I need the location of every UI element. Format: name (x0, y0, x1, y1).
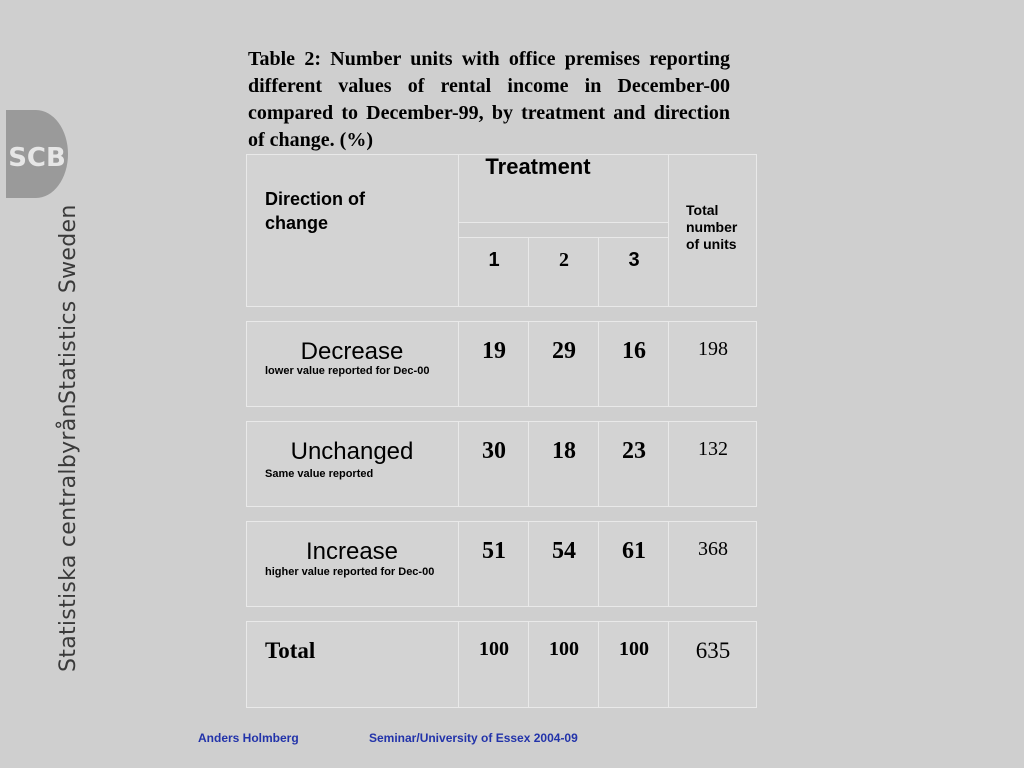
table-cell (458, 621, 529, 708)
cell-value: 54 (552, 538, 576, 564)
cell-value: 29 (552, 338, 576, 364)
footer-event: Seminar/University of Essex 2004-09 (369, 731, 578, 745)
header-t2-label: 2 (559, 249, 569, 271)
table-row-label-cell (246, 521, 459, 607)
table-cell (598, 621, 669, 708)
row-label: Total (265, 638, 316, 663)
row-label: Unchanged (290, 438, 414, 465)
brand-vertical-swedish: Statistiska centralbyrån (56, 403, 81, 672)
table-cell (668, 421, 757, 507)
table-cell (458, 521, 529, 607)
cell-value: 61 (622, 538, 646, 564)
cell-total: 132 (698, 438, 728, 460)
cell-value: 51 (482, 538, 506, 564)
table-cell (528, 621, 599, 708)
header-t1-cell (458, 237, 529, 307)
table-cell (598, 521, 669, 607)
header-treatment-label: Treatment (485, 154, 591, 179)
row-sublabel: lower value reported for Dec-00 (265, 365, 430, 377)
table-row-label-cell (246, 321, 459, 407)
table-row-label-cell (246, 621, 459, 708)
table-cell (668, 321, 757, 407)
cell-total: 368 (698, 538, 728, 560)
header-total-cell (668, 154, 757, 307)
cell-value: 30 (482, 438, 506, 464)
cell-value: 16 (622, 338, 646, 364)
header-total-label: Total number of units (686, 202, 738, 252)
header-treatment-cell (458, 154, 669, 223)
brand-vertical-english: Statistics Sweden (56, 204, 81, 404)
cell-value: 100 (619, 638, 649, 660)
row-label: Decrease (300, 338, 404, 365)
header-direction-label: Direction of change (265, 189, 366, 233)
cell-value: 19 (482, 338, 506, 364)
row-sublabel: higher value reported for Dec-00 (265, 566, 435, 578)
scb-logo-text: SCB (8, 143, 66, 173)
table-cell (458, 321, 529, 407)
footer-author: Anders Holmberg (198, 731, 299, 745)
table-row-label-cell (246, 421, 459, 507)
cell-value: 100 (549, 638, 579, 660)
table-cell (668, 521, 757, 607)
table-cell (598, 421, 669, 507)
header-t2-cell (528, 237, 599, 307)
row-label: Increase (305, 538, 399, 565)
table-caption: Table 2: Number units with office premises reporting different values of rental income in December-00 compared to December-99, by treatment and direction of change. (%) (248, 48, 730, 151)
header-direction-cell (246, 154, 459, 307)
cell-value: 100 (479, 638, 509, 660)
cell-total: 198 (698, 338, 728, 360)
scb-logo (6, 110, 68, 198)
cell-value: 23 (622, 438, 646, 464)
header-t3-cell (598, 237, 669, 307)
table-cell (458, 421, 529, 507)
table-cell (528, 421, 599, 507)
table-cell (598, 321, 669, 407)
row-sublabel: Same value reported (265, 468, 374, 480)
cell-total: 635 (695, 638, 731, 663)
header-t3-label: 3 (628, 249, 640, 271)
table-cell (668, 621, 757, 708)
table-cell (528, 321, 599, 407)
table-cell (528, 521, 599, 607)
cell-value: 18 (552, 438, 576, 464)
header-t1-label: 1 (488, 249, 500, 271)
